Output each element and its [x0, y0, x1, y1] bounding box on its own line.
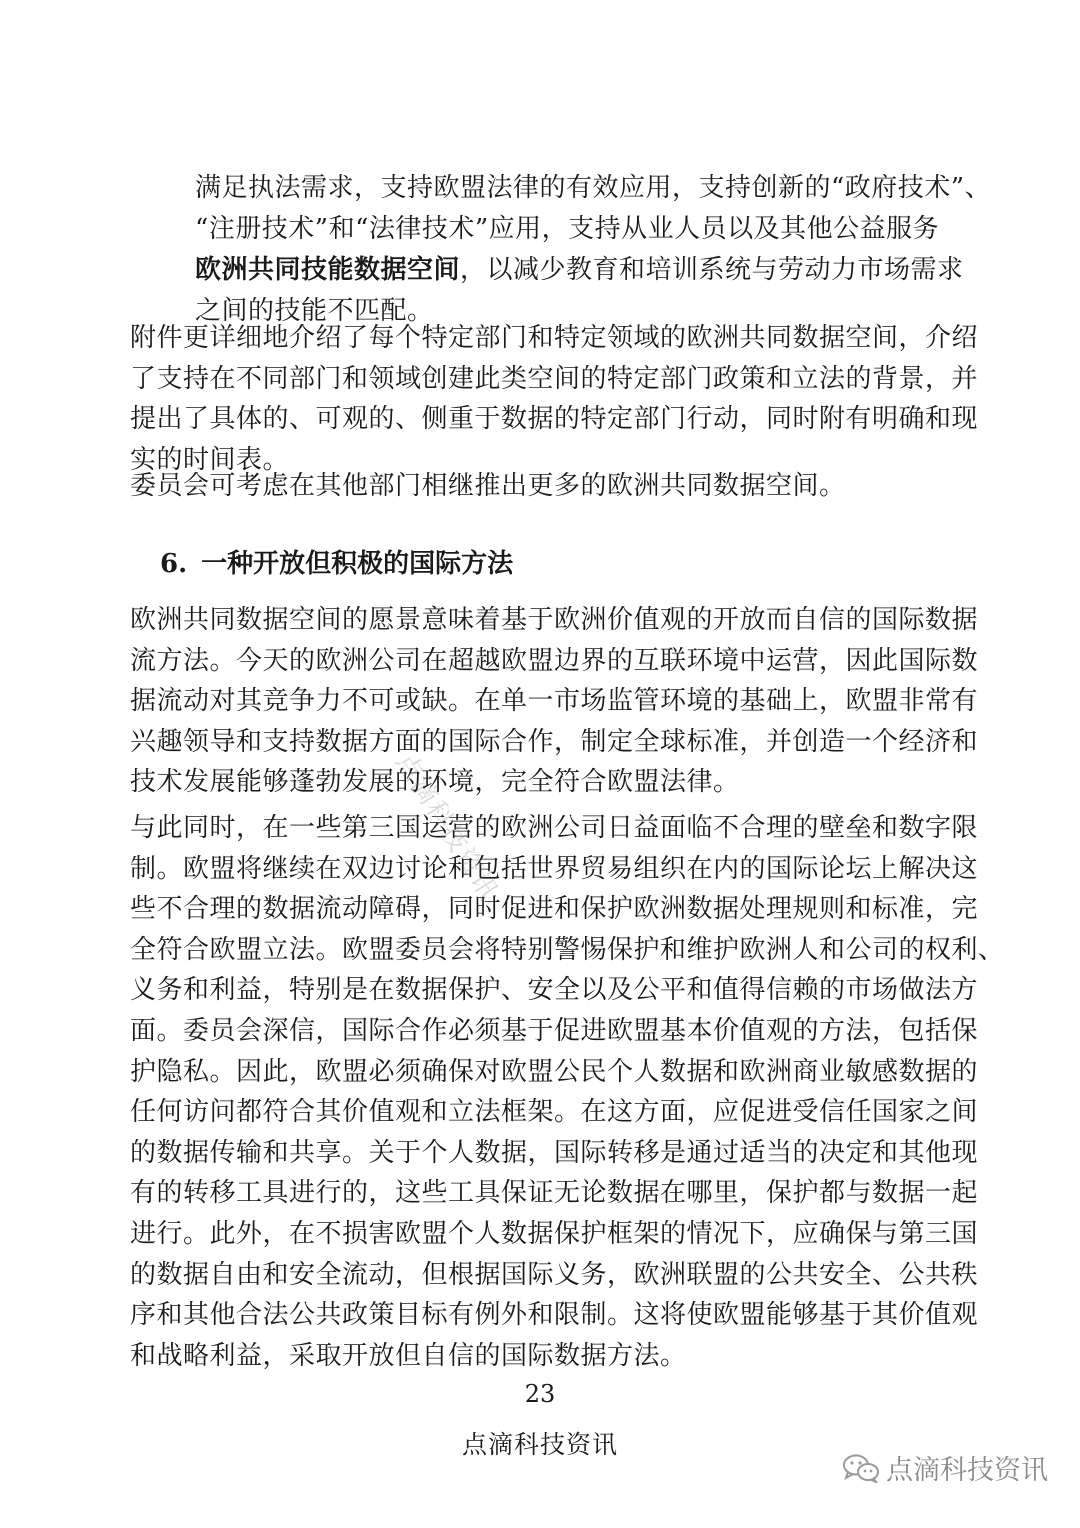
paragraph-line: 附件更详细地介绍了每个特定部门和特定领域的欧洲共同数据空间，介绍: [130, 323, 979, 353]
paragraph-line: 委员会可考虑在其他部门相继推出更多的欧洲共同数据空间。: [130, 471, 846, 501]
paragraph-line: 实的时间表。: [130, 444, 290, 475]
paragraph-line: 义务和利益，特别是在数据保护、安全以及公平和值得信赖的市场做法方: [130, 975, 979, 1006]
paragraph-line: 了支持在不同部门和领域创建此类空间的特定部门政策和立法的背景，并: [130, 363, 979, 394]
paragraph-line: 的数据自由和安全流动，但根据国际义务，欧洲联盟的公共安全、公共秩: [130, 1259, 979, 1290]
wechat-account-name: 点滴科技资讯: [886, 1455, 1048, 1486]
commission-paragraph: [130, 466, 960, 507]
paragraph-line: 进行。此外，在不损害欧盟个人数据保护框架的情况下，应确保与第三国: [130, 1218, 979, 1249]
wechat-icon: [842, 1453, 880, 1483]
indented-list-block: [195, 168, 992, 332]
indented-line: 满足执法需求，支持欧盟法律的有效应用，支持创新的“政府技术”、: [195, 173, 992, 203]
section-heading: [160, 544, 513, 584]
paragraph-line: 技术发展能够蓬勃发展的环境，完全符合欧盟法律。: [130, 767, 740, 798]
paragraph-line: 流方法。今天的欧洲公司在超越欧盟边界的互联环境中运营，因此国际数: [130, 645, 979, 676]
paragraph-line: 任何访问都符合其价值观和立法框架。在这方面，应促进受信任国家之间: [130, 1097, 979, 1128]
wechat-account-watermark: [842, 1448, 1048, 1487]
paragraph-line: 全符合欧盟立法。欧盟委员会将特别警惕保护和维护欧洲人和公司的权利、: [130, 934, 1005, 965]
paragraph-line: 与此同时，在一些第三国运营的欧洲公司日益面临不合理的壁垒和数字限: [130, 813, 979, 843]
indented-line-rest: ，以减少教育和培训系统与劳动力市场需求: [460, 255, 964, 285]
paragraph-line: 兴趣领导和支持数据方面的国际合作，制定全球标准，并创造一个经济和: [130, 726, 979, 757]
page-number: 23: [524, 1380, 556, 1408]
paragraph-line: 欧洲共同数据空间的愿景意味着基于欧洲价值观的开放而自信的国际数据: [130, 605, 979, 635]
indented-line: “注册技术”和“法律技术”应用，支持从业人员以及其他公益服务: [195, 214, 940, 244]
paragraph-line: 的数据传输和共享。关于个人数据，国际转移是通过适当的决定和其他现: [130, 1137, 979, 1168]
indented-line: 之间的技能不匹配。: [195, 296, 434, 326]
paragraph-line: 护隐私。因此，欧盟必须确保对欧盟公民个人数据和欧洲商业敏感数据的: [130, 1056, 979, 1087]
bold-term: 欧洲共同技能数据空间: [195, 255, 461, 285]
indented-line: [195, 250, 965, 291]
section-number: 6.: [160, 549, 188, 579]
diagonal-watermark: 点滴科技资讯: [389, 748, 504, 907]
section-paragraph-2: [130, 808, 1005, 1376]
paragraph-line: 些不合理的数据流动障碍，同时促进和保护欧洲数据处理规则和标准，完: [130, 894, 979, 925]
paragraph-line: 面。委员会深信，国际合作必须基于促进欧盟基本价值观的方法，包括保: [130, 1015, 979, 1046]
annex-paragraph: [130, 318, 979, 480]
paragraph-line: 提出了具体的、可观的、侧重于数据的特定部门行动，同时附有明确和现: [130, 404, 979, 435]
paragraph-line: 序和其他合法公共政策目标有例外和限制。这将使欧盟能够基于其价值观: [130, 1300, 979, 1331]
paragraph-line: 制。欧盟将继续在双边讨论和包括世界贸易组织在内的国际论坛上解决这: [130, 853, 979, 884]
paragraph-line: 据流动对其竞争力不可或缺。在单一市场监管环境的基础上，欧盟非常有: [130, 686, 979, 717]
paragraph-line: 和战略利益，采取开放但自信的国际数据方法。: [130, 1340, 687, 1371]
section-paragraph-1: [130, 600, 979, 803]
paragraph-line: 有的转移工具进行的，这些工具保证无论数据在哪里，保护都与数据一起: [130, 1178, 979, 1209]
section-title: 一种开放但积极的国际方法: [201, 549, 514, 579]
footer-brand: 点滴科技资讯: [461, 1430, 618, 1459]
